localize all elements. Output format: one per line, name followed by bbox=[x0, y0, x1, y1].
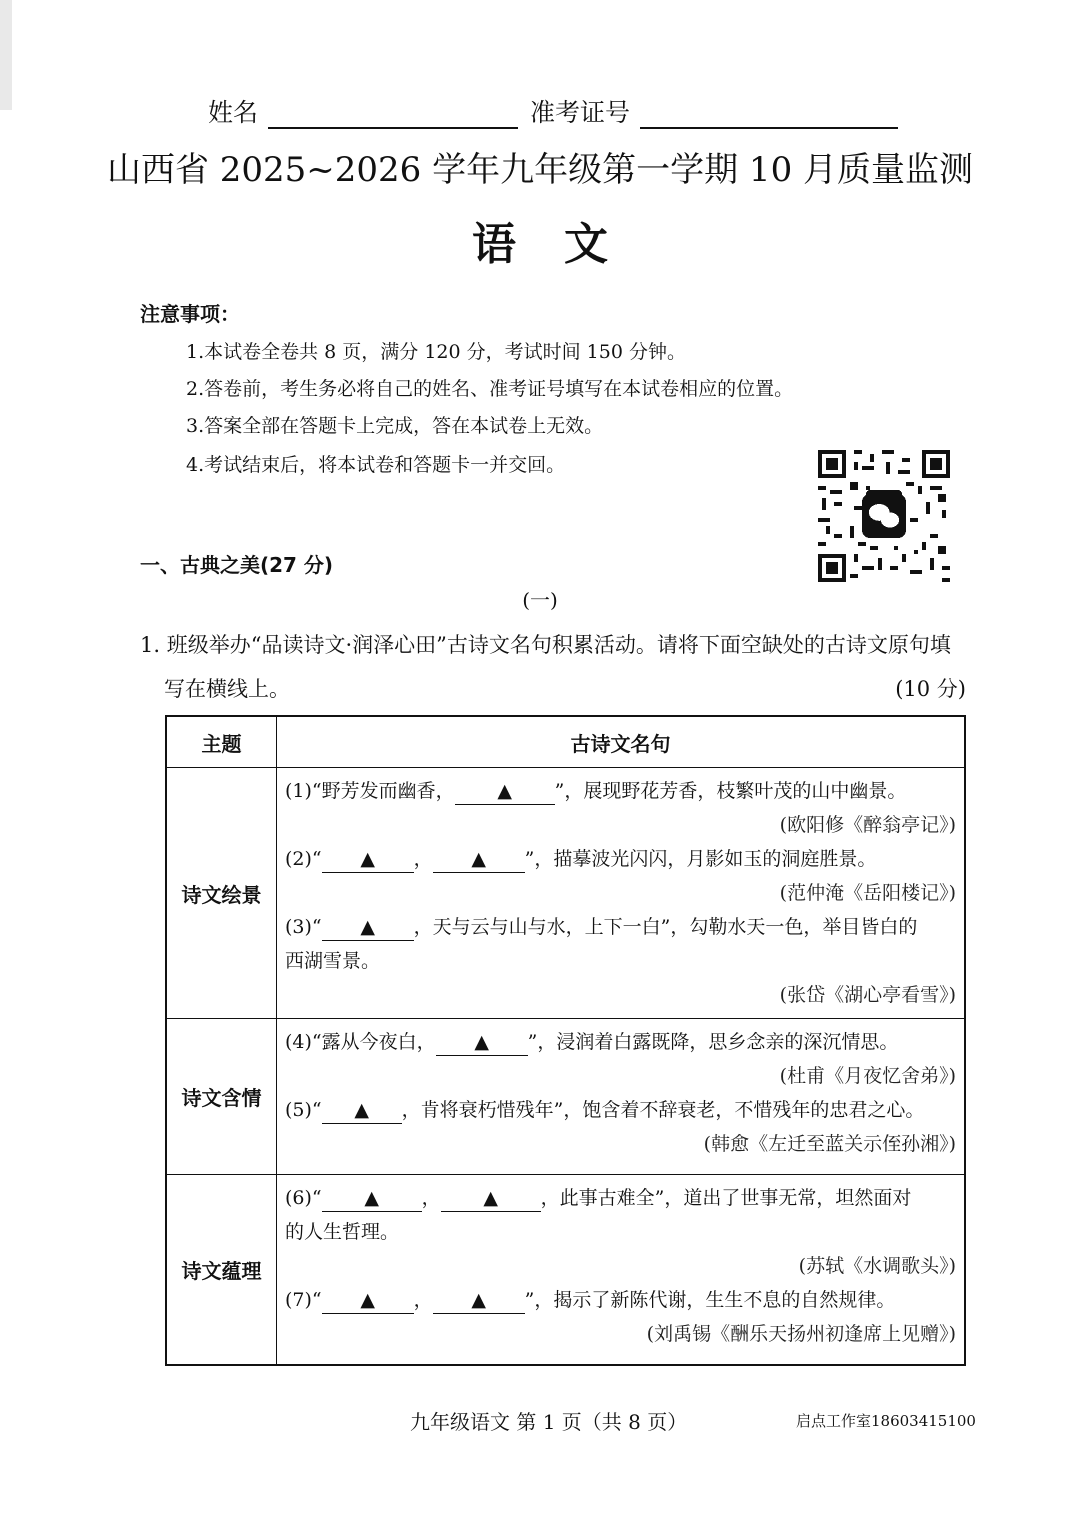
exam-id-field bbox=[530, 93, 908, 129]
column-header-lines: 古诗文名句 bbox=[277, 716, 966, 768]
part-label: (一) bbox=[522, 588, 558, 612]
theme-cell: 诗文蕴理 bbox=[166, 1175, 277, 1365]
item-source: (欧阳修《醉翁亭记》) bbox=[779, 814, 956, 836]
item-text: (2)“ bbox=[285, 848, 322, 870]
item-text: (6)“ bbox=[285, 1187, 322, 1209]
poem-table bbox=[165, 715, 966, 1366]
item-source: (杜甫《月夜忆舍弟》) bbox=[779, 1065, 956, 1087]
page-footer: 九年级语文 第 1 页（共 8 页） bbox=[410, 1410, 688, 1434]
lines-cell bbox=[277, 1175, 966, 1365]
item-text: ，天与云与山与水，上下一白”，勾勒水天一色，举目皆白的 bbox=[413, 916, 918, 938]
exam-title: 山西省 2025~2026 学年九年级第一学期 10 月质量监测 bbox=[106, 150, 974, 190]
theme-cell: 诗文含情 bbox=[166, 1019, 277, 1175]
section-heading: 一、古典之美(27 分) bbox=[140, 553, 334, 577]
list-item bbox=[285, 842, 956, 876]
item-source: (范仲淹《岳阳楼记》) bbox=[779, 882, 956, 904]
exam-id-label: 准考证号 bbox=[530, 98, 631, 127]
notice-item: 1.本试卷全卷共 8 页，满分 120 分，考试时间 150 分钟。 bbox=[186, 341, 686, 363]
question-1 bbox=[140, 623, 966, 711]
item-text: ”，浸润着白露既降，思乡念亲的深沉情思。 bbox=[527, 1031, 899, 1053]
lines-cell bbox=[277, 1019, 966, 1175]
list-item bbox=[285, 1283, 956, 1317]
item-source: (张岱《湖心亭看雪》) bbox=[779, 984, 956, 1006]
table-header-row bbox=[166, 716, 965, 768]
item-text: (3)“ bbox=[285, 916, 322, 938]
answer-blank: ▲ bbox=[433, 1287, 525, 1314]
item-continuation: 的人生哲理。 bbox=[285, 1221, 400, 1243]
item-text: ， bbox=[413, 848, 433, 870]
notice-item: 4.考试结束后，将本试卷和答题卡一并交回。 bbox=[186, 454, 566, 476]
answer-blank: ▲ bbox=[322, 914, 414, 941]
item-text: ， bbox=[413, 1289, 433, 1311]
answer-blank: ▲ bbox=[441, 1185, 541, 1212]
list-item bbox=[285, 1025, 956, 1059]
theme-cell: 诗文绘景 bbox=[166, 768, 277, 1019]
table-row bbox=[166, 768, 965, 1019]
lines-cell bbox=[277, 768, 966, 1019]
item-text: ”，揭示了新陈代谢，生生不息的自然规律。 bbox=[524, 1289, 896, 1311]
item-text: (4)“露从今夜白， bbox=[285, 1031, 436, 1053]
question-score: (10 分) bbox=[895, 677, 966, 701]
name-field bbox=[208, 93, 528, 129]
item-source: (苏轼《水调歌头》) bbox=[798, 1255, 956, 1277]
column-header-theme: 主题 bbox=[166, 716, 277, 768]
exam-id-blank bbox=[640, 101, 898, 129]
item-text: (7)“ bbox=[285, 1289, 322, 1311]
scan-corner-shade bbox=[0, 0, 12, 110]
answer-blank: ▲ bbox=[322, 1287, 414, 1314]
item-text: ，肯将衰朽惜残年”，饱含着不辞衰老，不惜残年的忠君之心。 bbox=[401, 1099, 925, 1121]
subject-title: 语文 bbox=[472, 219, 656, 270]
item-text: ， bbox=[421, 1187, 441, 1209]
item-text: (5)“ bbox=[285, 1099, 322, 1121]
notice-item: 3.答案全部在答题卡上完成，答在本试卷上无效。 bbox=[186, 415, 604, 437]
studio-credit: 启点工作室18603415100 bbox=[796, 1412, 976, 1430]
item-text: (1)“野芳发而幽香， bbox=[285, 780, 455, 802]
item-text: ”，展现野花芳香，枝繁叶茂的山中幽景。 bbox=[554, 780, 907, 802]
list-item bbox=[285, 910, 956, 944]
question-1-line1: 1. 班级举办“品读诗文·润泽心田”古诗文名句积累活动。请将下面空缺处的古诗文原句填 bbox=[140, 633, 951, 657]
answer-blank: ▲ bbox=[436, 1029, 528, 1056]
item-continuation: 西湖雪景。 bbox=[285, 950, 381, 972]
notice-heading: 注意事项： bbox=[140, 302, 240, 326]
list-item bbox=[285, 774, 956, 808]
name-blank bbox=[268, 101, 518, 129]
table-row bbox=[166, 1019, 965, 1175]
item-source: (韩愈《左迁至蓝关示侄孙湘》) bbox=[703, 1133, 956, 1155]
item-text: ”，描摹波光闪闪，月影如玉的洞庭胜景。 bbox=[524, 848, 877, 870]
answer-blank: ▲ bbox=[322, 1097, 402, 1124]
table-row bbox=[166, 1175, 965, 1365]
notice-item: 2.答卷前，考生务必将自己的姓名、准考证号填写在本试卷相应的位置。 bbox=[186, 378, 794, 400]
list-item bbox=[285, 1093, 956, 1127]
item-source: (刘禹锡《酬乐天扬州初逢席上见赠》) bbox=[646, 1323, 956, 1345]
qr-code-icon bbox=[818, 450, 950, 582]
list-item bbox=[285, 1181, 956, 1215]
name-label: 姓名 bbox=[208, 98, 259, 127]
answer-blank: ▲ bbox=[433, 846, 525, 873]
answer-blank: ▲ bbox=[455, 778, 555, 805]
item-text: ，此事古难全”，道出了世事无常，坦然面对 bbox=[540, 1187, 912, 1209]
answer-blank: ▲ bbox=[322, 846, 414, 873]
question-1-line2: 写在横线上。 bbox=[164, 677, 290, 701]
answer-blank: ▲ bbox=[322, 1185, 422, 1212]
